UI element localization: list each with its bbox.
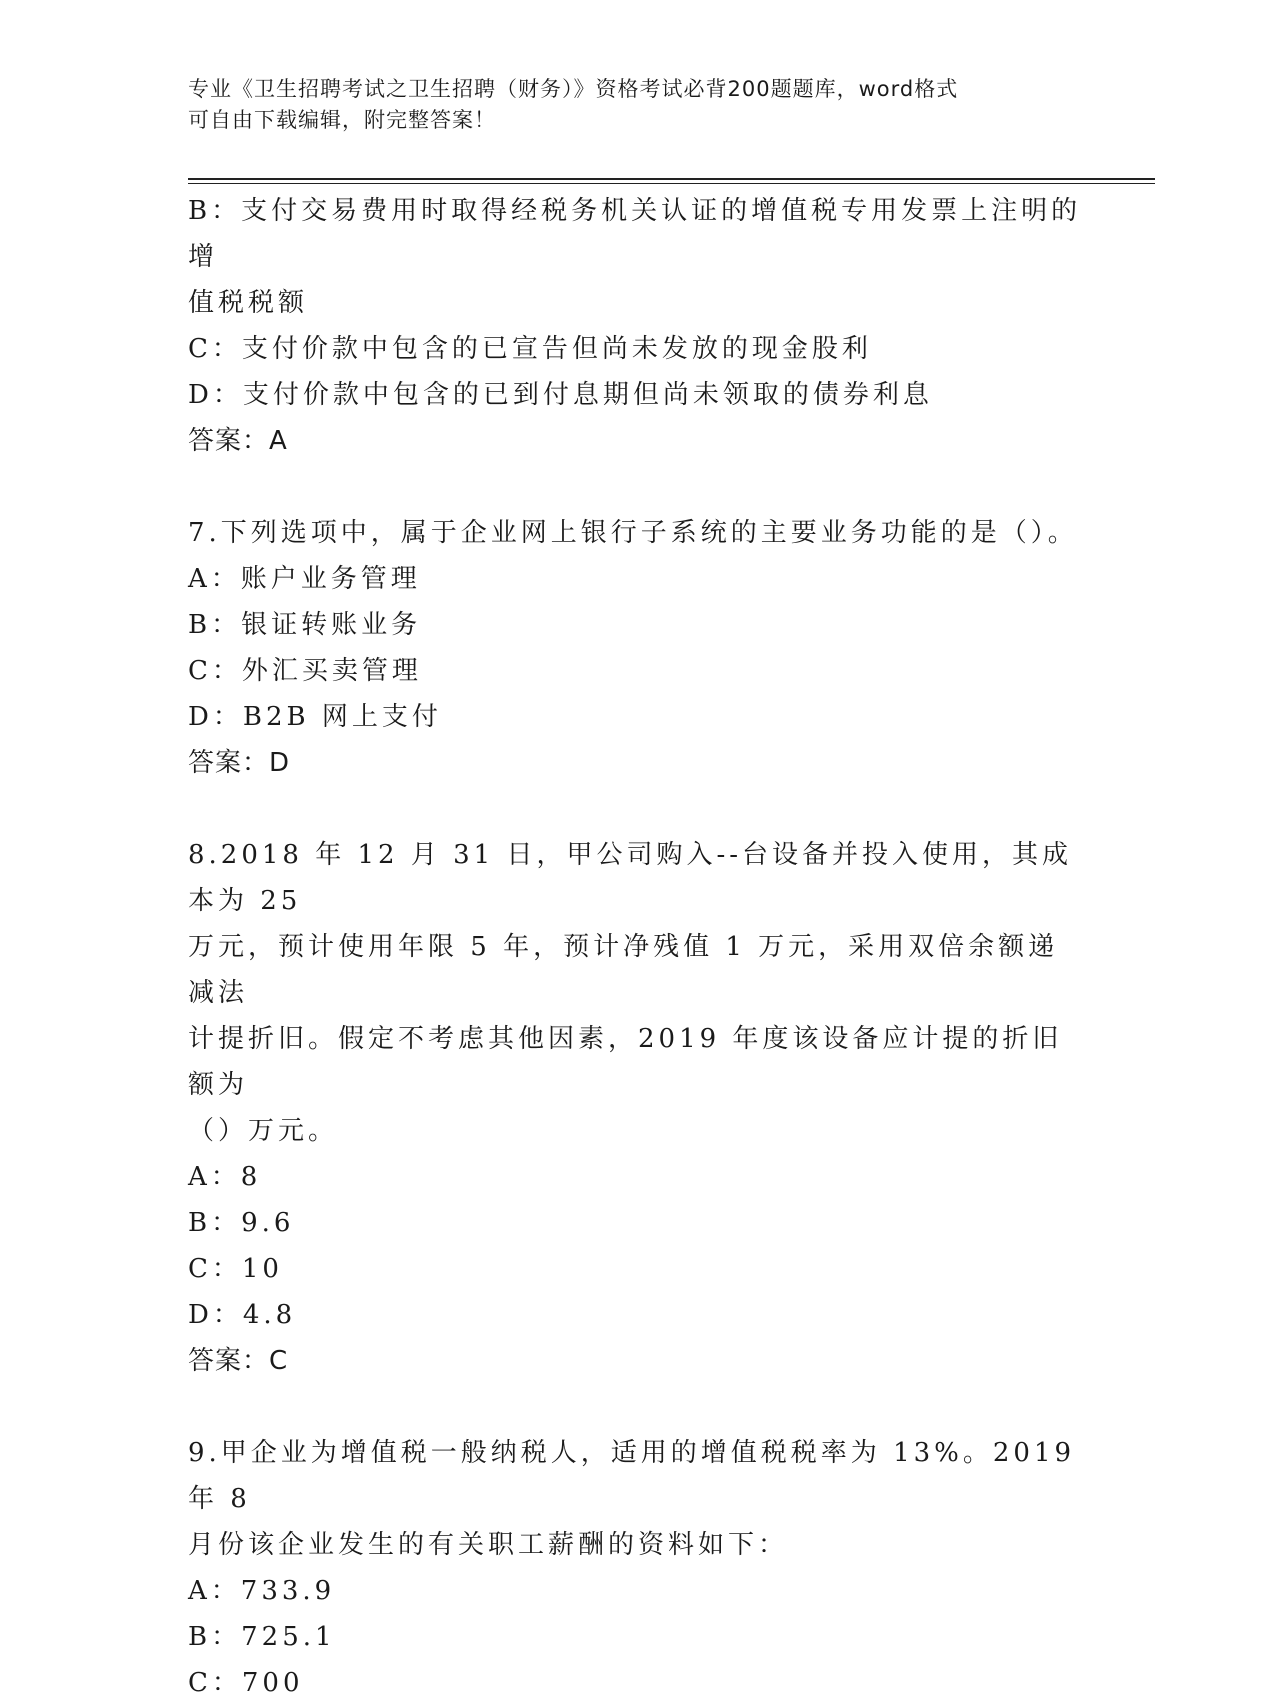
q8-answer: 答案：C	[188, 1346, 289, 1376]
q9-option-a: A：733.9	[188, 1576, 336, 1606]
q9-stem-line-1: 9.甲企业为增值税一般纳税人，适用的增值税税率为 13%。2019 年 8	[188, 1438, 1076, 1514]
q7-answer: 答案：D	[188, 748, 291, 778]
q8-stem-line-2: 万元，预计使用年限 5 年，预计净残值 1 万元，采用双倍余额递减法	[188, 932, 1059, 1008]
header-rule-thin	[188, 183, 1155, 184]
prev-answer: 答案：A	[188, 426, 288, 456]
header-rule-thick	[188, 178, 1155, 180]
q8-stem-line-3: 计提折旧。假定不考虑其他因素，2019 年度该设备应计提的折旧额为	[188, 1024, 1063, 1100]
q8-stem-line-4: （）万元。	[188, 1116, 339, 1146]
q8-option-d: D：4.8	[188, 1300, 297, 1330]
q8-option-c: C：10	[188, 1254, 283, 1284]
q7-option-c: C：外汇买卖管理	[188, 656, 422, 686]
q7-stem: 7.下列选项中，属于企业网上银行子系统的主要业务功能的是（）。	[188, 518, 1078, 548]
q7-option-b: B：银证转账业务	[188, 610, 422, 640]
q8-option-b: B：9.6	[188, 1208, 295, 1238]
q9-option-b: B：725.1	[188, 1622, 336, 1652]
q7-option-a: A：账户业务管理	[188, 564, 421, 594]
prev-option-b-line-2: 值税税额	[188, 288, 309, 318]
header-line-1: 专业《卫生招聘考试之卫生招聘（财务）》资格考试必背200题题库，word格式	[188, 77, 959, 101]
prev-option-b-line-1: B：支付交易费用时取得经税务机关认证的增值税专用发票上注明的增	[188, 196, 1082, 272]
q8-stem-line-1: 8.2018 年 12 月 31 日，甲公司购入--台设备并投入使用，其成本为 25	[188, 840, 1073, 916]
q9-stem-line-2: 月份该企业发生的有关职工薪酬的资料如下：	[188, 1530, 789, 1560]
prev-option-d: D：支付价款中包含的已到付息期但尚未领取的债券利息	[188, 380, 933, 410]
header-line-2: 可自由下载编辑，附完整答案！	[188, 108, 496, 132]
question-content	[188, 188, 1088, 1706]
document-header	[188, 74, 1088, 136]
q9-option-c: C：700	[188, 1668, 304, 1698]
q7-option-d: D：B2B 网上支付	[188, 702, 442, 732]
q8-option-a: A：8	[188, 1162, 262, 1192]
prev-option-c: C：支付价款中包含的已宣告但尚未发放的现金股利	[188, 334, 872, 364]
